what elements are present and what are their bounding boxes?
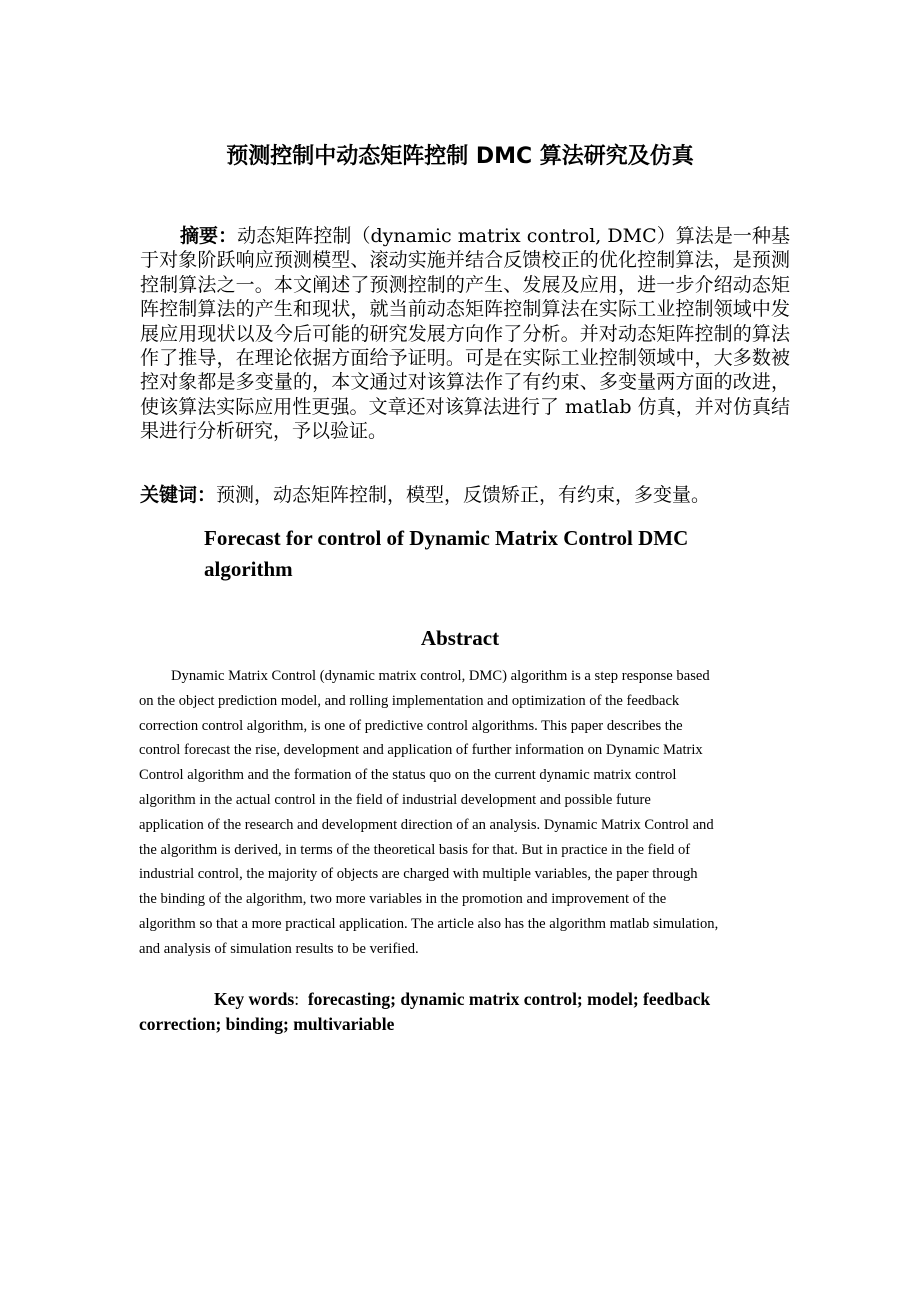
chinese-abstract (140, 224, 790, 444)
abstract-line: control forecast the rise, development and application of further information on Dynamic Matrix (139, 742, 703, 759)
english-abstract (139, 664, 794, 962)
chinese-title: 预测控制中动态矩阵控制 DMC 算法研究及仿真 (226, 144, 694, 169)
abstract-line: algorithm so that a more practical application. The article also has the algorithm matlab simulation, (139, 915, 719, 932)
english-keywords (139, 987, 794, 1037)
abstract-line: application of the research and development direction of an analysis. Dynamic Matrix Control and (139, 816, 714, 833)
chinese-abstract-text: 动态矩阵控制（dynamic matrix control, DMC）算法是一种基于对象阶跃响应预测模型、滚动实施并结合反馈校正的优化控制算法，是预测控制算法之一。本文阐述了预测控制的产生、发展及应用，进一步介绍动态矩阵控制算法的产生和现状，就当前动态矩阵控制算法在实际工业控制领域中发展应用现状以及今后可能的研究发展方向作了分析。并对动态矩阵控制的算法作了推导，在理论依据方面给予证明。可是在实际工业控制领域中，大多数被控对象都是多变量的，本文通过对该算法作了有约束、多变量两方面的改进，使该算法实际应用性更强。文章还对该算法进行了 matlab 仿真，并对仿真结果进行分析研究，予以验证。 (140, 225, 790, 443)
chinese-keywords (140, 481, 800, 509)
english-keywords-text: forecasting; dynamic matrix control; model; feedback (307, 989, 711, 1009)
abstract-line: and analysis of simulation results to be verified. (139, 940, 419, 957)
abstract-line: algorithm in the actual control in the field of industrial development and possible future (139, 791, 651, 808)
abstract-line: correction control algorithm, is one of predictive control algorithms. This paper describes the (139, 717, 683, 734)
english-title (204, 523, 744, 585)
english-title-line: algorithm (204, 557, 293, 581)
abstract-heading: Abstract (420, 626, 500, 650)
abstract-line: the binding of the algorithm, two more variables in the promotion and improvement of the (139, 891, 667, 908)
abstract-line: industrial control, the majority of objects are charged with multiple variables, the paper through (139, 866, 698, 883)
chinese-keywords-text: 预测，动态矩阵控制，模型，反馈矫正，有约束，多变量。 (216, 484, 711, 506)
english-title-line: Forecast for control of Dynamic Matrix Control DMC (204, 526, 689, 550)
english-keywords-line: correction; binding; multivariable (139, 1014, 395, 1034)
english-keywords-line (139, 987, 794, 1012)
abstract-line: on the object prediction model, and rolling implementation and optimization of the feedback (139, 692, 680, 709)
abstract-line: Control algorithm and the formation of the status quo on the current dynamic matrix control (139, 767, 677, 784)
chinese-abstract-label: 摘要： (180, 225, 238, 247)
chinese-keywords-label: 关键词： (140, 484, 217, 506)
abstract-line: the algorithm is derived, in terms of the theoretical basis for that. But in practice in the field of (139, 841, 691, 858)
abstract-line: Dynamic Matrix Control (dynamic matrix control, DMC) algorithm is a step response based (171, 668, 710, 684)
english-keywords-label: Key words (214, 989, 295, 1009)
english-keywords-separator: : (294, 989, 300, 1009)
